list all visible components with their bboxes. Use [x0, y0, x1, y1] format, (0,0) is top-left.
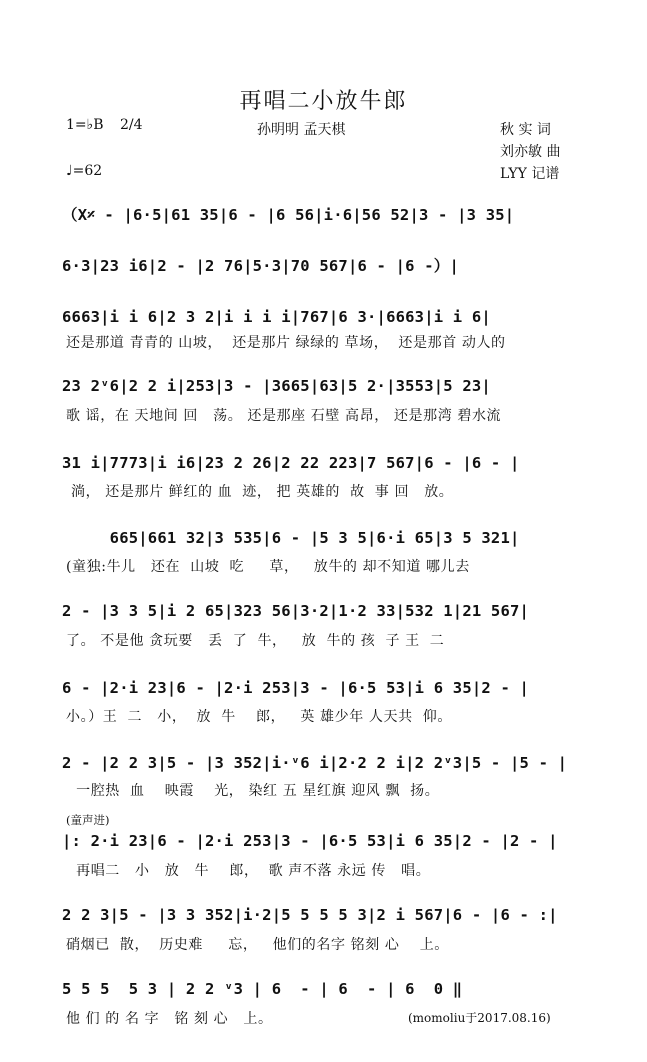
- notation-row: 5 5 5 5 3 | 2 2 ᵛ3 | 6 - | 6 - | 6 0 ‖: [62, 980, 463, 998]
- song-title: 再唱二小放牛郎: [239, 89, 408, 114]
- key-signature: 1=♭B: [66, 117, 104, 133]
- lyric-line: 还是那道 青青的 山坡， 还是那片 绿绿的 草场， 还是那首 动人的: [66, 335, 506, 351]
- lyric-line: 小。）王 二 小， 放 牛 郎， 英 雄少年 人天共 仰。: [66, 709, 453, 725]
- lyric-line: 再唱二 小 放 牛 郎， 歌 声不落 永远 传 唱。: [66, 863, 431, 879]
- notation-row: 31 i|7773|i i6|23 2 26|2 22 223|7 567|6 - |6 - |: [62, 454, 520, 472]
- lyric-line: 歌 谣，在 天地间 回 荡。 还是那座 石壁 高昂， 还是那湾 碧水流: [66, 408, 502, 424]
- lyricist-credit: 秋 实 词: [500, 122, 551, 138]
- notation-row: 665|661 32|3 535|6 - |5 3 5|6·i 65|3 5 321|: [62, 529, 520, 547]
- tempo-marking: ♩=62: [66, 163, 103, 179]
- notation-row: 2 - |3 3 5|i 2 65|323 56|3·2|1·2 33|532 1|21 567|: [62, 602, 530, 620]
- section-label: (童声进): [66, 813, 110, 827]
- lyric-line: 了。 不是他 贪玩要 丢 了 牛， 放 牛的 孩 子 王 二: [66, 633, 445, 649]
- transcription-credit: (momoliu于2017.08.16): [408, 1011, 551, 1025]
- transcriber-credit: LYY 记谱: [500, 166, 560, 182]
- notation-row: 6663|i i 6|2 3 2|i i i i|767|6 3·|6663|i i 6|: [62, 308, 491, 326]
- notation-row: 2 - |2 2 3|5 - |3 352|i·ᵛ6 i|2·2 2 i|2 2ᵛ3|5 - |5 - |: [62, 754, 568, 772]
- notation-row: 23 2ᵛ6|2 2 i|253|3 - |3665|63|5 2·|3553|5 23|: [62, 377, 491, 395]
- lyric-line: 硝烟已 散， 历史难 忘， 他们的名字 铭刻 心 上。: [66, 937, 449, 953]
- notation-row: |: 2·i 23|6 - |2·i 253|3 - |6·5 53|i 6 35|2 - |2 - |: [62, 832, 558, 850]
- lyric-line: 他 们 的 名 字 铭 刻 心 上。: [66, 1011, 273, 1027]
- composer-credit: 刘亦敏 曲: [500, 144, 561, 160]
- time-signature: 2/4: [120, 117, 143, 133]
- lyric-line: (童独:牛儿 还在 山坡 吃 草， 放牛的 却不知道 哪儿去: [66, 559, 470, 575]
- notation-row: 6 - |2·i 23|6 - |2·i 253|3 - |6·5 53|i 6 35|2 - |: [62, 679, 530, 697]
- notation-row: 2 2 3|5 - |3 3 352|i·2|5 5 5 5 3|2 i 567|6 - |6 - :|: [62, 906, 558, 924]
- notation-row: （X𝄎 - |6·5|61 35|6 - |6 56|i·6|56 52|3 - |3 35|: [62, 206, 515, 224]
- notation-row: 6·3|23 i6|2 - |2 76|5·3|70 567|6 - |6 -）|: [62, 257, 459, 275]
- lyric-line: 一腔热 血 映霞 光， 染红 五 星红旗 迎风 飘 扬。: [66, 783, 440, 799]
- singers: 孙明明 孟天棋: [257, 122, 346, 138]
- lyric-line: 淌， 还是那片 鲜红的 血 迹， 把 英雄的 故 事 回 放。: [66, 484, 454, 500]
